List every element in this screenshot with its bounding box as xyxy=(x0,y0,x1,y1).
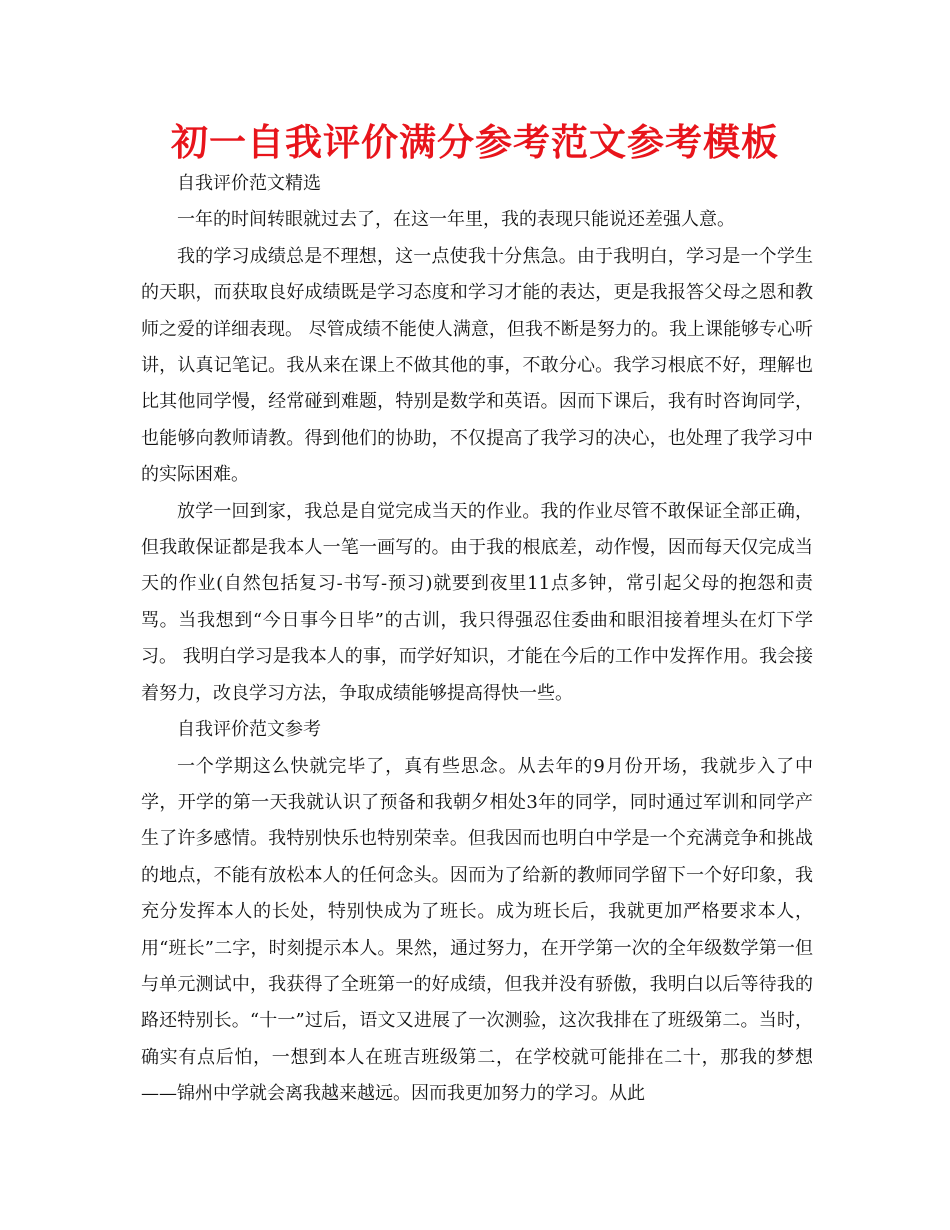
section-heading-2: 自我评价范文参考 xyxy=(177,719,321,741)
paragraph: 放学一回到家，我总是自觉完成当天的作业。我的作业尽管不敢保证全部正确，但我敢保证都是我本人一笔一画写的。由于我的根底差，动作慢，因而每天仅完成当天的作业(自然包括复习-书写-预习)就要到夜里11点多钟，常引起父母的抱怨和责骂。当我想到“今日事今日毕”的古训，我只得强忍住委曲和眼泪接着埋头在灯下学习。 我明白学习是我本人的事，而学好知识，才能在今后的工作中发挥作用。我会接着努力，改良学习方法，争取成绩能够提高得快一些。 xyxy=(141,500,813,704)
section-heading-1: 自我评价范文精选 xyxy=(177,173,321,194)
paragraph: 一年的时间转眼就过去了，在这一年里，我的表现只能说还差强人意。 xyxy=(177,209,735,231)
document-title: 初一自我评价满分参考范文参考模板 xyxy=(171,121,779,164)
paragraph: 一个学期这么快就完毕了，真有些思念。从去年的9月份开场，我就步入了中学，开学的第一天我就认识了预备和我朝夕相处3年的同学，同时通过军训和同学产生了许多感情。我特别快乐也特别荣幸。但我因而也明白中学是一个充满竞争和挑战的地点，不能有放松本人的任何念头。因而为了给新的教师同学留下一个好印象，我充分发挥本人的长处，特别快成为了班长。成为班长后，我就更加严格要求本人，用“班长”二字，时刻提示本人。果然，通过努力，在开学第一次的全年级数学第一但与单元测试中，我获得了全班第一的好成绩，但我并没有骄傲，我明白以后等待我的路还特别长。“十一”过后，语文又进展了一次测验，这次我排在了班级第二。当时，确实有点后怕，一想到本人在班吉班级第二，在学校就可能排在二十，那我的梦想——锦州中学就会离我越来越远。因而我更加努力的学习。从此 xyxy=(141,755,813,1105)
document-body xyxy=(141,166,813,1113)
paragraph: 我的学习成绩总是不理想，这一点使我十分焦急。由于我明白，学习是一个学生的天职，而获取良好成绩既是学习态度和学习才能的表达，更是我报答父母之恩和教师之爱的详细表现。 尽管成绩不能使人满意，但我不断是努力的。我上课能够专心听讲，认真记笔记。我从来在课上不做其他的事，不敢分心。我学习根底不好，理解也比其他同学慢，经常碰到难题，特别是数学和英语。因而下课后，我有时咨询同学，也能够向教师请教。得到他们的协助，不仅提高了我学习的决心，也处理了我学习中的实际困难。 xyxy=(141,245,813,486)
